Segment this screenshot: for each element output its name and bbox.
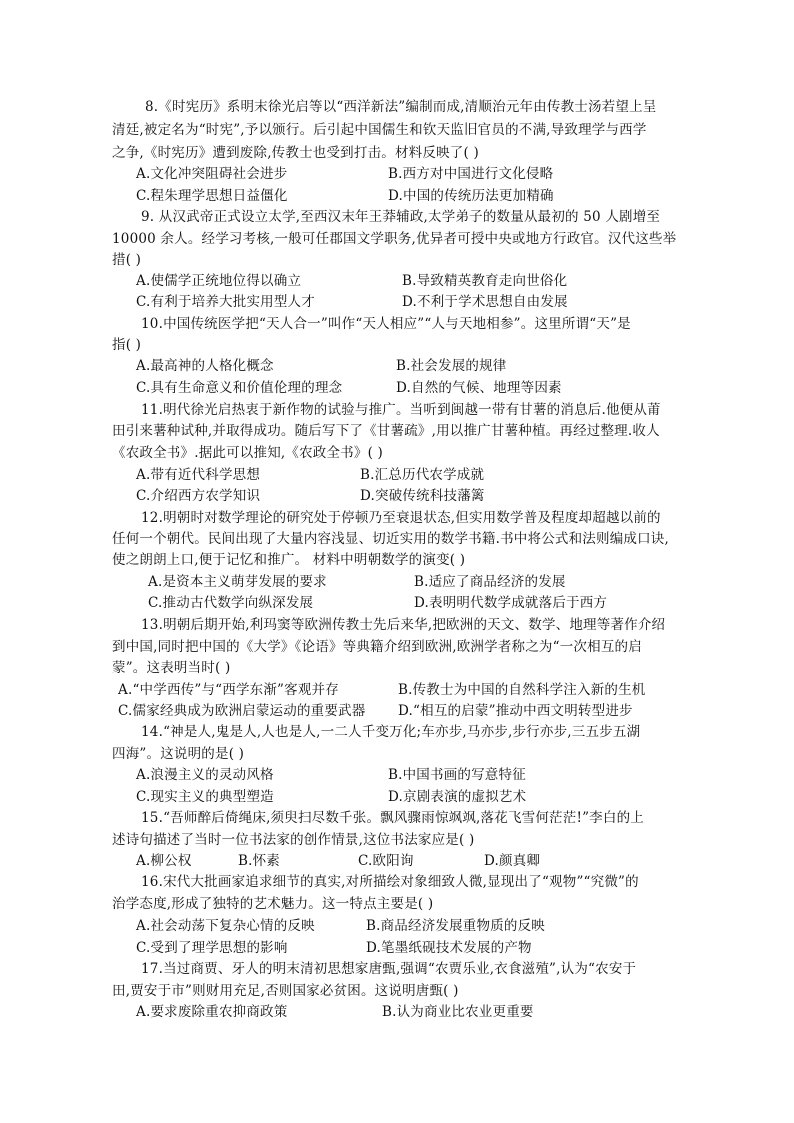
q9-stem-line1: 9. 从汉武帝正式设立太学,至西汉末年王莽辅政,太学弟子的数量从最初的 50 人剧增至 [141, 209, 661, 225]
q11-option-d: D.突破传统科技藩篱 [360, 488, 485, 504]
q12-stem-line2: 任何一个朝代。民间出现了大量内容浅显、切近实用的数学书籍.书中将公式和法则编成口诀, [112, 531, 669, 547]
q12-option-b: B.适应了商品经济的发展 [414, 574, 566, 590]
q14-stem-line1: 14.“神是人,鬼是人,人也是人,一二人千变万化;车亦步,马亦步,步行亦步,三五步五湖 [141, 724, 641, 740]
q15-option-d: D.颜真卿 [484, 853, 541, 869]
q13-option-b: B.传教士为中国的自然科学注入新的生机 [398, 682, 646, 698]
q12-option-d: D.表明明代数学成就落后于西方 [414, 595, 608, 611]
q16-stem-line1: 16.宋代大批画家追求细节的真实,对所描绘对象细致人微,显现出了“观物”“究微”的 [141, 874, 639, 890]
q10-option-c: C.具有生命意义和价值伦理的理念 [136, 380, 343, 396]
q13-option-c: C.儒家经典成为欧洲启蒙运动的重要武器 [118, 703, 366, 719]
q8-option-d: D.中国的传统历法更加精确 [388, 188, 554, 204]
q13-stem-line2: 到中国,同时把中国的《大学》《论语》等典籍介绍到欧洲,欧洲学者称之为“一次相互的启 [112, 639, 642, 655]
q9-option-d: D.不利于学术思想自由发展 [402, 294, 568, 310]
q10-stem-line2: 指( ) [112, 337, 142, 353]
q14-option-b: B.中国书画的写意特征 [388, 767, 526, 783]
q11-option-a: A.带有近代科学思想 [136, 467, 261, 483]
q15-option-b: B.怀素 [238, 853, 281, 869]
q16-option-b: B.商品经济发展重物质的反映 [366, 918, 546, 934]
q11-stem-line1: 11.明代徐光启热衷于新作物的试验与推广。当听到闽越一带有甘薯的消息后.他便从莆 [141, 402, 661, 418]
q17-stem-line2: 田,贾安于市”则财用充足,否则国家必贫困。这说明唐甄( ) [112, 983, 459, 999]
q12-stem-line1: 12.明朝时对数学理论的研究处于停顿乃至衰退状态,但实用数学普及程度却超越以前的 [141, 510, 661, 526]
q9-option-c: C.有利于培养大批实用型人才 [136, 294, 315, 310]
q13-stem-line3: 蒙”。这表明当时( ) [112, 660, 231, 676]
q8-option-b: B.西方对中国进行文化侵略 [388, 166, 554, 182]
q10-stem-line1: 10.中国传统医学把“天人合一”叫作“天人相应”“人与天地相参”。这里所谓“天”是 [141, 316, 631, 332]
q14-stem-line2: 四海”。这说明的是( ) [112, 746, 245, 762]
q12-stem-line3: 使之朗朗上口,便于记忆和推广。 材料中明朝数学的演变( ) [112, 552, 466, 568]
q8-stem-line1: 8.《时宪历》系明末徐光启等以“西洋新法”编制而成,清顺治元年由传教士汤若望上呈 [145, 99, 657, 115]
q8-stem-line2: 清廷,被定名为“时宪”,予以颁行。后引起中国儒生和钦天监旧官员的不满,导致理学与西学 [112, 122, 647, 138]
q15-option-a: A.柳公权 [136, 853, 192, 869]
q11-option-b: B.汇总历代农学成就 [360, 467, 485, 483]
q9-option-b: B.导致精英教育走向世俗化 [402, 273, 568, 289]
q13-option-d: D.“相互的启蒙”推动中西文明转型进步 [398, 703, 633, 719]
q15-stem-line2: 述诗句描述了当时一位书法家的创作情景,这位书法家应是( ) [112, 832, 475, 848]
q11-stem-line2: 田引来薯种试种,并取得成功。随后写下了《甘薯疏》,用以推广甘薯种植。再经过整理.收人 [112, 423, 660, 439]
q14-option-a: A.浪漫主义的灵动风格 [136, 767, 274, 783]
q17-stem-line1: 17.当过商贾、牙人的明末清初思想家唐甄,强调“农贾乐业,衣食滋殖”,认为“农安于 [141, 961, 637, 977]
q10-option-d: D.自然的气候、地理等因素 [396, 380, 562, 396]
q12-option-c: C.推动古代数学向纵深发展 [148, 595, 314, 611]
q12-option-a: A.是资本主义萌芽发展的要求 [148, 574, 327, 590]
q14-option-d: D.京剧表演的虚拟艺术 [388, 789, 527, 805]
q16-stem-line2: 治学态度,形成了独特的艺术魅力。这一特点主要是( ) [112, 896, 434, 912]
q9-stem-line2: 10000 余人。经学习考核,一般可任郡国文学职务,优异者可授中央或地方行政官。汉代这些举 [112, 231, 677, 247]
q15-stem-line1: 15.“吾师醉后倚绳床,须臾扫尽数千张。飘风骤雨惊飒飒,落花飞雪何茫茫!”李白的上 [141, 810, 644, 826]
q10-option-b: B.社会发展的规律 [396, 358, 507, 374]
q16-option-d: D.笔墨纸砚技术发展的产物 [366, 940, 532, 956]
q17-option-b: B.认为商业比农业更重要 [382, 1004, 534, 1020]
q16-option-a: A.社会动荡下复杂心情的反映 [136, 918, 315, 934]
q8-option-a: A.文化冲突阻碍社会进步 [136, 166, 288, 182]
q9-option-a: A.使儒学正统地位得以确立 [136, 273, 302, 289]
q15-option-c: C.欧阳询 [358, 853, 414, 869]
q17-option-a: A.要求废除重农抑商政策 [136, 1004, 288, 1020]
q11-stem-line3: 《农政全书》.据此可以推知,《农政全书》( ) [112, 445, 384, 461]
q11-option-c: C.介绍西方农学知识 [136, 488, 261, 504]
q13-stem-line1: 13.明朝后期开始,利玛窦等欧洲传教士先后来华,把欧洲的天文、数学、地理等著作介绍 [141, 617, 666, 633]
q8-stem-line3: 之争,《时宪历》遭到废除,传教士也受到打击。材料反映了( ) [112, 145, 479, 161]
q9-stem-line3: 措( ) [112, 252, 142, 268]
q16-option-c: C.受到了理学思想的影响 [136, 940, 288, 956]
q13-option-a: A.“中学西传”与“西学东渐”客观并存 [118, 682, 339, 698]
q10-option-a: A.最高神的人格化概念 [136, 358, 274, 374]
q14-option-c: C.现实主义的典型塑造 [136, 789, 274, 805]
q8-option-c: C.程朱理学思想日益僵化 [136, 188, 288, 204]
